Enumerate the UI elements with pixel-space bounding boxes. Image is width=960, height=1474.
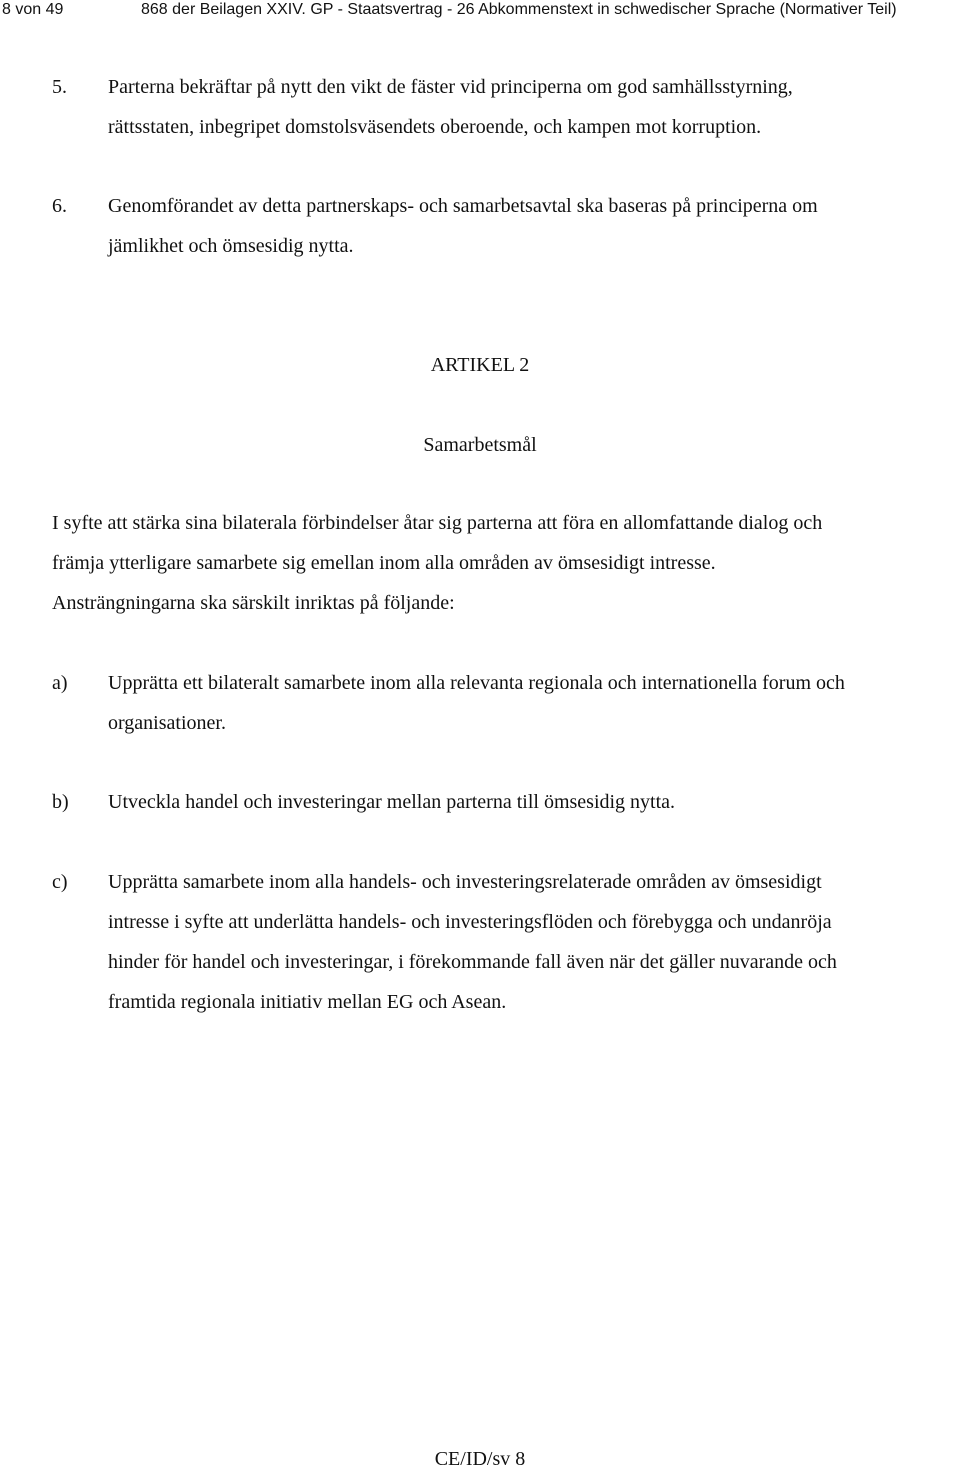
article-heading: ARTIKEL 2 [430, 354, 530, 376]
item-text: Parterna bekräftar på nytt den vikt de fäster vid principerna om god samhällsstyrning, rättsstaten, inbegripet domstolsväsendets oberoende, och kampen mot korruption. [108, 76, 793, 138]
point-label: c) [52, 871, 68, 893]
footer-code: CE/ID/sv 8 [434, 1448, 526, 1470]
point-text: Upprätta samarbete inom alla handels- och investeringsrelaterade områden av ömsesidigt intresse i syfte att underlätta handels- och investeringsflöden och förebygga och undanröja hinder för handel och investeringar, i förekommande fall även när det gäller nuvarande och framtida regionala initiativ mellan EG och Asean. [108, 871, 837, 1013]
list-item [52, 186, 952, 266]
item-number: 6. [52, 195, 67, 217]
article-subheading: Samarbetsmål [423, 434, 537, 456]
list-item [52, 782, 952, 822]
list-item [52, 67, 952, 147]
point-label: a) [52, 672, 68, 694]
point-text: Upprätta ett bilateralt samarbete inom alla relevanta regionala och internationella forum och organisationer. [108, 672, 845, 734]
point-label: b) [52, 791, 69, 813]
document-header-title: 868 der Beilagen XXIV. GP - Staatsvertrag - 26 Abkommenstext in schwedischer Sprache (Normativer Teil) [141, 1, 897, 18]
list-item [52, 862, 952, 1022]
page-indicator: 8 von 49 [2, 1, 64, 18]
point-text: Utveckla handel och investeringar mellan parterna till ömsesidig nytta. [108, 791, 676, 813]
item-text: Genomförandet av detta partnerskaps- och samarbetsavtal ska baseras på principerna om jämlikhet och ömsesidig nytta. [108, 195, 818, 257]
article-intro: I syfte att stärka sina bilaterala förbindelser åtar sig parterna att föra en allomfattande dialog och främja ytterligare samarbete sig emellan inom alla områden av ömsesidigt intresse. Ansträngningarna ska särskilt inriktas på följande: [52, 512, 823, 614]
list-item [52, 663, 952, 743]
item-number: 5. [52, 76, 67, 98]
